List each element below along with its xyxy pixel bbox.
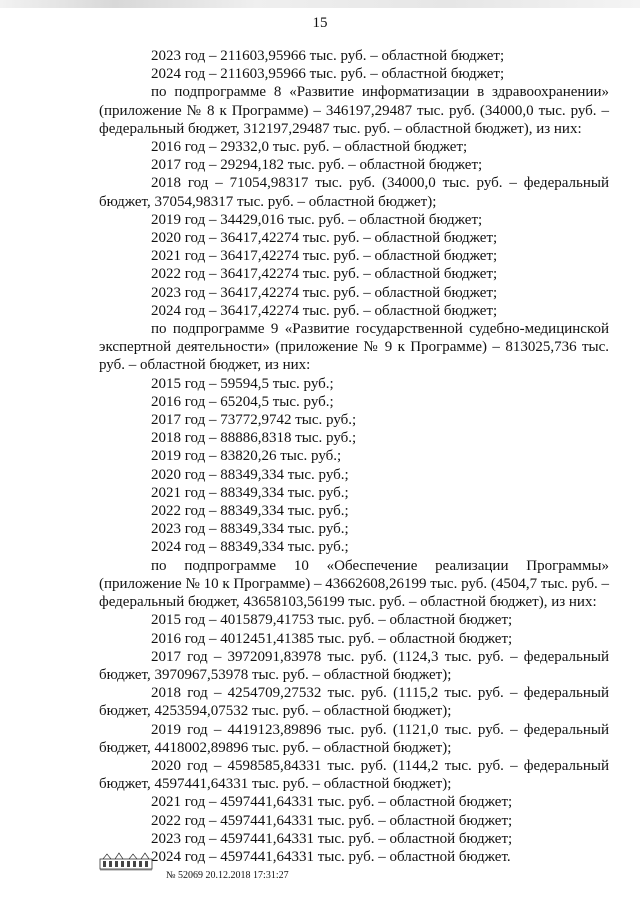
text-line: 2018 год – 88886,8318 тыс. руб.; bbox=[151, 430, 357, 447]
paragraph: по подпрограмме 8 «Развитие информатизации в здравоохранении» (приложение № 8 к Программе) – 346197,29487 тыс. руб. (34000,0 тыс. руб. – федеральный бюджет, 312197,29487 тыс. руб. – областной бюджет), из них: bbox=[99, 84, 609, 137]
text-line: 2019 год – 83820,26 тыс. руб.; bbox=[151, 448, 342, 465]
text-line: 2022 год – 36417,42274 тыс. руб. – областной бюджет; bbox=[151, 266, 498, 283]
paragraph: 2018 год – 4254709,27532 тыс. руб. (1115,2 тыс. руб. – федеральный бюджет, 4253594,07532 тыс. руб. – областной бюджет); bbox=[99, 685, 609, 720]
text-line: 2020 год – 88349,334 тыс. руб.; bbox=[151, 466, 349, 483]
text-line: 2017 год – 29294,182 тыс. руб. – областной бюджет; bbox=[151, 157, 483, 174]
text-line: 2016 год – 4012451,41385 тыс. руб. – областной бюджет; bbox=[151, 630, 513, 647]
text-line: 2015 год – 59594,5 тыс. руб.; bbox=[151, 375, 334, 392]
text-line: 2022 год – 4597441,64331 тыс. руб. – областной бюджет; bbox=[151, 812, 513, 829]
paragraph: 2019 год – 4419123,89896 тыс. руб. (1121,0 тыс. руб. – федеральный бюджет, 4418002,89896 тыс. руб. – областной бюджет); bbox=[99, 721, 609, 756]
text-line: 2017 год – 73772,9742 тыс. руб.; bbox=[151, 412, 357, 429]
official-stamp-image bbox=[99, 849, 153, 871]
page-number: 15 bbox=[312, 15, 328, 31]
text-line: 2024 год – 4597441,64331 тыс. руб. – областной бюджет. bbox=[151, 848, 511, 865]
text-line: 2019 год – 34429,016 тыс. руб. – областной бюджет; bbox=[151, 211, 483, 228]
document-body bbox=[99, 47, 609, 866]
paragraph: по подпрограмме 10 «Обеспечение реализации Программы» (приложение № 10 к Программе) – 43662608,26199 тыс. руб. (4504,7 тыс. руб. – федеральный бюджет, 43658103,56199 тыс. руб. – областной бюджет), из них: bbox=[99, 557, 609, 611]
text-line: 2015 год – 4015879,41753 тыс. руб. – областной бюджет; bbox=[151, 612, 513, 629]
paragraph: 2017 год – 3972091,83978 тыс. руб. (1124,3 тыс. руб. – федеральный бюджет, 3970967,53978 тыс. руб. – областной бюджет); bbox=[99, 648, 609, 683]
text-line: 2023 год – 211603,95966 тыс. руб. – областной бюджет; bbox=[151, 48, 505, 64]
text-line: 2024 год – 88349,334 тыс. руб.; bbox=[151, 539, 349, 556]
text-line: 2023 год – 36417,42274 тыс. руб. – областной бюджет; bbox=[151, 284, 498, 301]
text-line: 2016 год – 29332,0 тыс. руб. – областной бюджет; bbox=[151, 139, 468, 156]
paragraph: 2020 год – 4598585,84331 тыс. руб. (1144,2 тыс. руб. – федеральный бюджет, 4597441,64331 тыс. руб. – областной бюджет); bbox=[99, 757, 609, 793]
text-line: 2023 год – 88349,334 тыс. руб.; bbox=[151, 521, 349, 538]
text-line: 2023 год – 4597441,64331 тыс. руб. – областной бюджет; bbox=[151, 830, 513, 847]
text-line: 2024 год – 211603,95966 тыс. руб. – областной бюджет; bbox=[151, 66, 505, 83]
document-registration-number: № 52069 20.12.2018 17:31:27 bbox=[166, 870, 289, 881]
text-line: 2021 год – 88349,334 тыс. руб.; bbox=[151, 484, 349, 501]
scan-edge-shading bbox=[0, 0, 640, 8]
text-line: 2016 год – 65204,5 тыс. руб.; bbox=[151, 393, 334, 410]
text-line: 2020 год – 36417,42274 тыс. руб. – областной бюджет; bbox=[151, 230, 498, 247]
text-line: 2021 год – 4597441,64331 тыс. руб. – областной бюджет; bbox=[151, 794, 513, 811]
paragraph: 2018 год – 71054,98317 тыс. руб. (34000,0 тыс. руб. – федеральный бюджет, 37054,98317 тыс. руб. – областной бюджет); bbox=[99, 175, 609, 210]
text-line: 2022 год – 88349,334 тыс. руб.; bbox=[151, 503, 349, 520]
text-line: 2021 год – 36417,42274 тыс. руб. – областной бюджет; bbox=[151, 248, 498, 265]
paragraph: по подпрограмме 9 «Развитие государственной судебно-медицинской экспертной деятельности» (приложение № 9 к Программе) – 813025,736 тыс. руб. – областной бюджет, из них: bbox=[99, 321, 609, 374]
text-line: 2024 год – 36417,42274 тыс. руб. – областной бюджет; bbox=[151, 302, 498, 319]
